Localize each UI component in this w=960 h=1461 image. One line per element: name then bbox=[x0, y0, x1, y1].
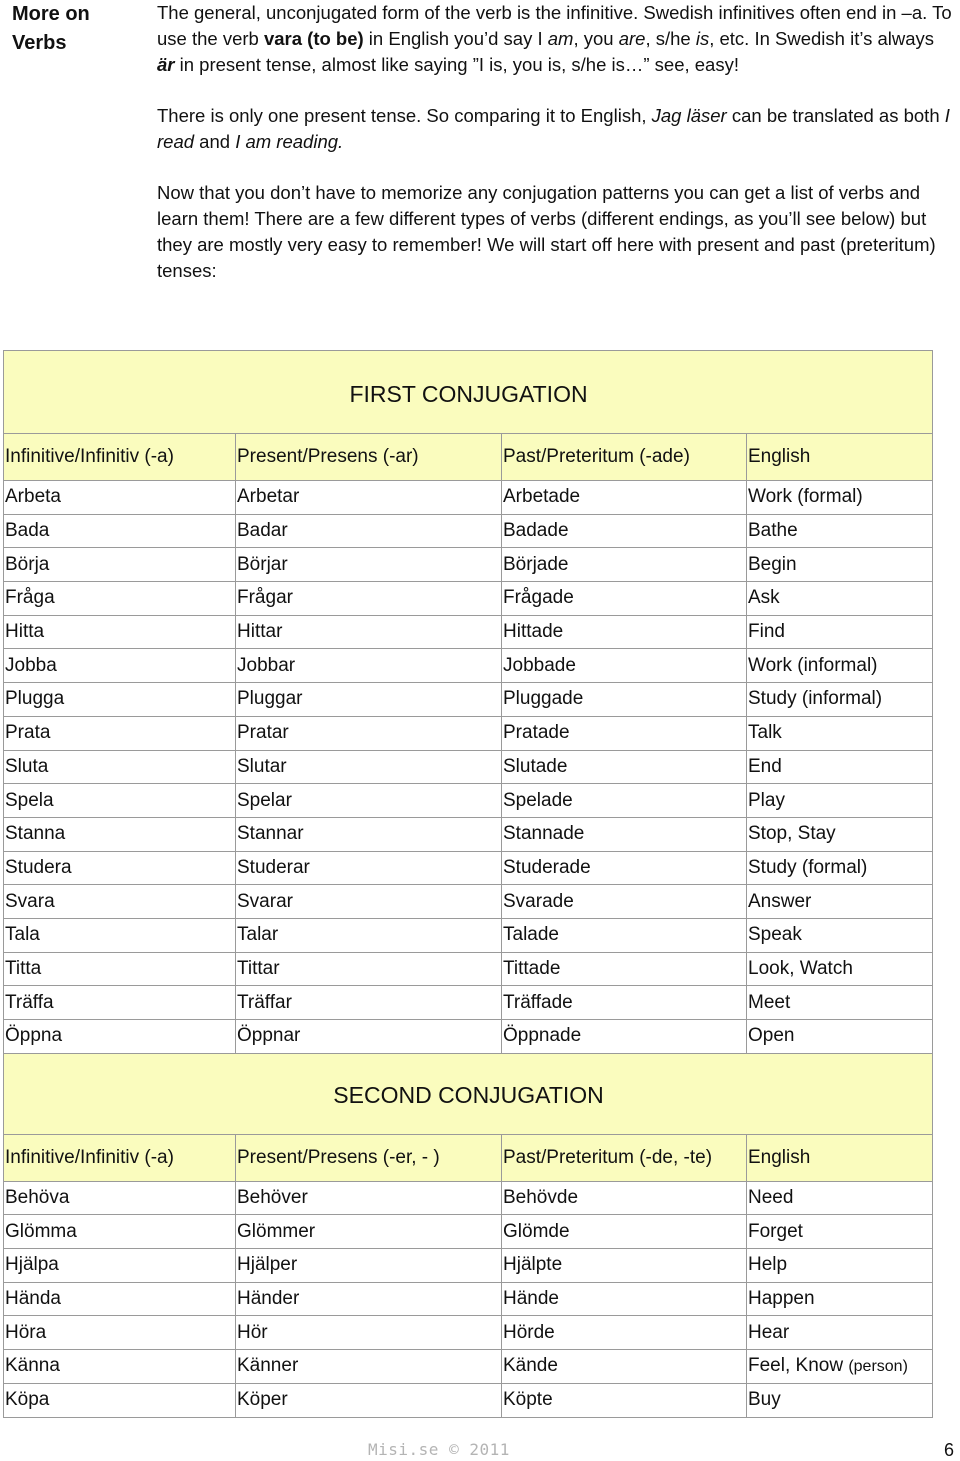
column-header: Present/Presens (-ar) bbox=[236, 434, 502, 481]
verb-cell: Studerar bbox=[236, 851, 502, 885]
verb-cell: Träffade bbox=[502, 986, 747, 1020]
verb-cell: Studera bbox=[4, 851, 236, 885]
verb-cell: Answer bbox=[747, 885, 933, 919]
verb-cell: Svarar bbox=[236, 885, 502, 919]
column-header: Present/Presens (-er, - ) bbox=[236, 1134, 502, 1181]
verb-row bbox=[4, 649, 933, 683]
verb-row bbox=[4, 1249, 933, 1283]
verb-cell: Spelar bbox=[236, 784, 502, 818]
verb-cell: Badar bbox=[236, 514, 502, 548]
verb-cell: Work (formal) bbox=[747, 481, 933, 515]
verb-row bbox=[4, 582, 933, 616]
verb-cell: Glömma bbox=[4, 1215, 236, 1249]
verb-row bbox=[4, 615, 933, 649]
conjugation-title: SECOND CONJUGATION bbox=[4, 1053, 933, 1134]
verb-row bbox=[4, 851, 933, 885]
column-header: Infinitive/Infinitiv (-a) bbox=[4, 434, 236, 481]
verb-cell: Look, Watch bbox=[747, 952, 933, 986]
verb-cell: Hitta bbox=[4, 615, 236, 649]
verb-cell: Tittade bbox=[502, 952, 747, 986]
verb-cell: Meet bbox=[747, 986, 933, 1020]
verb-row bbox=[4, 918, 933, 952]
verb-cell: Stannar bbox=[236, 817, 502, 851]
verb-cell: Prata bbox=[4, 716, 236, 750]
verb-cell: Plugga bbox=[4, 683, 236, 717]
verb-cell: Titta bbox=[4, 952, 236, 986]
intro-paragraph-1: The general, unconjugated form of the verb is the infinitive. Swedish infinitives often end in –a. To use the verb vara (to be) in English you’d say I am, you are, s/he is, etc. In Swedish it’s always är in present tense, almost like saying ”I is, you is, s/he is…” see, easy! bbox=[157, 2, 952, 75]
verb-cell: Köpte bbox=[502, 1383, 747, 1417]
verb-row bbox=[4, 952, 933, 986]
verb-row bbox=[4, 548, 933, 582]
verb-row bbox=[4, 514, 933, 548]
verb-cell: Händer bbox=[236, 1282, 502, 1316]
verb-cell: Hittar bbox=[236, 615, 502, 649]
intro-text bbox=[157, 0, 952, 309]
conjugation-title-row bbox=[4, 351, 933, 434]
verb-cell: Öppna bbox=[4, 1020, 236, 1054]
verb-row bbox=[4, 716, 933, 750]
verb-cell: Behövde bbox=[502, 1181, 747, 1215]
footer-credit: Misi.se © 2011 bbox=[368, 1440, 510, 1459]
verb-cell: Frågar bbox=[236, 582, 502, 616]
verb-table-body bbox=[4, 351, 933, 1418]
verb-cell: Arbetade bbox=[502, 481, 747, 515]
verb-cell: Spela bbox=[4, 784, 236, 818]
verb-english: Feel, Know bbox=[748, 1355, 844, 1377]
verb-cell: Fråga bbox=[4, 582, 236, 616]
verb-cell: Pratade bbox=[502, 716, 747, 750]
verb-cell: Bathe bbox=[747, 514, 933, 548]
verb-row bbox=[4, 1181, 933, 1215]
verb-cell: Tala bbox=[4, 918, 236, 952]
verb-cell: Hittade bbox=[502, 615, 747, 649]
verb-cell: Badade bbox=[502, 514, 747, 548]
intro-paragraph-3: Now that you don’t have to memorize any conjugation patterns you can get a list of verbs and learn them! There are a few different types of verbs (different endings, as you’ll see below) but they are mostly very easy to remember! We will start off here with present and past (preteritum) tenses: bbox=[157, 182, 936, 281]
verb-cell: Forget bbox=[747, 1215, 933, 1249]
verb-cell: Begin bbox=[747, 548, 933, 582]
column-header-row bbox=[4, 1134, 933, 1181]
verb-cell: Study (formal) bbox=[747, 851, 933, 885]
verb-cell: Köper bbox=[236, 1383, 502, 1417]
verb-conjugation-table bbox=[3, 350, 933, 1418]
column-header-row bbox=[4, 434, 933, 481]
verb-cell: Pluggar bbox=[236, 683, 502, 717]
verb-cell: Talade bbox=[502, 918, 747, 952]
verb-cell: Börjar bbox=[236, 548, 502, 582]
verb-cell: Glömde bbox=[502, 1215, 747, 1249]
verb-cell: Find bbox=[747, 615, 933, 649]
verb-english-note: (person) bbox=[848, 1358, 908, 1376]
verb-cell: Svara bbox=[4, 885, 236, 919]
verb-row bbox=[4, 1215, 933, 1249]
verb-cell: Stanna bbox=[4, 817, 236, 851]
verb-row bbox=[4, 481, 933, 515]
verb-cell: Talk bbox=[747, 716, 933, 750]
verb-cell: Jobbade bbox=[502, 649, 747, 683]
verb-cell: Tittar bbox=[236, 952, 502, 986]
verb-cell: Work (informal) bbox=[747, 649, 933, 683]
verb-cell: Höra bbox=[4, 1316, 236, 1350]
verb-row bbox=[4, 885, 933, 919]
verb-row bbox=[4, 1020, 933, 1054]
verb-cell: Help bbox=[747, 1249, 933, 1283]
verb-row bbox=[4, 1350, 933, 1384]
verb-cell: Behöver bbox=[236, 1181, 502, 1215]
verb-cell: Kände bbox=[502, 1350, 747, 1384]
verb-cell: Börja bbox=[4, 548, 236, 582]
verb-row bbox=[4, 784, 933, 818]
verb-cell: Pluggade bbox=[502, 683, 747, 717]
verb-cell: Need bbox=[747, 1181, 933, 1215]
verb-cell: Jobbar bbox=[236, 649, 502, 683]
verb-cell: Började bbox=[502, 548, 747, 582]
verb-cell: Öppnar bbox=[236, 1020, 502, 1054]
verb-row bbox=[4, 986, 933, 1020]
verb-cell: Öppnade bbox=[502, 1020, 747, 1054]
verb-cell: Hjälpte bbox=[502, 1249, 747, 1283]
verb-cell: Hjälper bbox=[236, 1249, 502, 1283]
verb-cell: Glömmer bbox=[236, 1215, 502, 1249]
verb-cell: Talar bbox=[236, 918, 502, 952]
column-header: Past/Preteritum (-de, -te) bbox=[502, 1134, 747, 1181]
verb-cell: Study (informal) bbox=[747, 683, 933, 717]
verb-cell bbox=[747, 1350, 933, 1384]
verb-cell: Köpa bbox=[4, 1383, 236, 1417]
conjugation-title: FIRST CONJUGATION bbox=[4, 351, 933, 434]
verb-cell: Sluta bbox=[4, 750, 236, 784]
verb-cell: Ask bbox=[747, 582, 933, 616]
column-header: English bbox=[747, 1134, 933, 1181]
intro-paragraph-2: There is only one present tense. So comparing it to English, Jag läser can be translated as both I read and I am reading. bbox=[157, 105, 950, 152]
verb-cell: Träffar bbox=[236, 986, 502, 1020]
conjugation-title-row bbox=[4, 1053, 933, 1134]
verb-row bbox=[4, 1282, 933, 1316]
verb-cell: Pratar bbox=[236, 716, 502, 750]
verb-cell: Hjälpa bbox=[4, 1249, 236, 1283]
verb-row bbox=[4, 817, 933, 851]
verb-cell: Slutar bbox=[236, 750, 502, 784]
section-title: More on Verbs bbox=[12, 3, 90, 54]
verb-row bbox=[4, 1316, 933, 1350]
verb-row bbox=[4, 683, 933, 717]
verb-cell: Känner bbox=[236, 1350, 502, 1384]
verb-cell: Träffa bbox=[4, 986, 236, 1020]
verb-cell: Slutade bbox=[502, 750, 747, 784]
verb-cell: Hör bbox=[236, 1316, 502, 1350]
verb-cell: Open bbox=[747, 1020, 933, 1054]
verb-cell: Studerade bbox=[502, 851, 747, 885]
verb-row bbox=[4, 1383, 933, 1417]
verb-cell: Jobba bbox=[4, 649, 236, 683]
verb-cell: Stannade bbox=[502, 817, 747, 851]
verb-cell: Svarade bbox=[502, 885, 747, 919]
verb-cell: Frågade bbox=[502, 582, 747, 616]
verb-cell: Spelade bbox=[502, 784, 747, 818]
verb-cell: Bada bbox=[4, 514, 236, 548]
verb-cell: Stop, Stay bbox=[747, 817, 933, 851]
verb-cell: Speak bbox=[747, 918, 933, 952]
verb-cell: Arbeta bbox=[4, 481, 236, 515]
verb-cell: Happen bbox=[747, 1282, 933, 1316]
verb-cell: End bbox=[747, 750, 933, 784]
verb-cell: Hörde bbox=[502, 1316, 747, 1350]
column-header: Infinitive/Infinitiv (-a) bbox=[4, 1134, 236, 1181]
verb-cell: Behöva bbox=[4, 1181, 236, 1215]
verb-cell: Hända bbox=[4, 1282, 236, 1316]
column-header: English bbox=[747, 434, 933, 481]
verb-cell: Känna bbox=[4, 1350, 236, 1384]
verb-cell: Hear bbox=[747, 1316, 933, 1350]
verb-cell: Hände bbox=[502, 1282, 747, 1316]
page-number: 6 bbox=[944, 1440, 955, 1460]
verb-cell: Arbetar bbox=[236, 481, 502, 515]
verb-cell: Buy bbox=[747, 1383, 933, 1417]
column-header: Past/Preteritum (-ade) bbox=[502, 434, 747, 481]
verb-row bbox=[4, 750, 933, 784]
verb-cell: Play bbox=[747, 784, 933, 818]
